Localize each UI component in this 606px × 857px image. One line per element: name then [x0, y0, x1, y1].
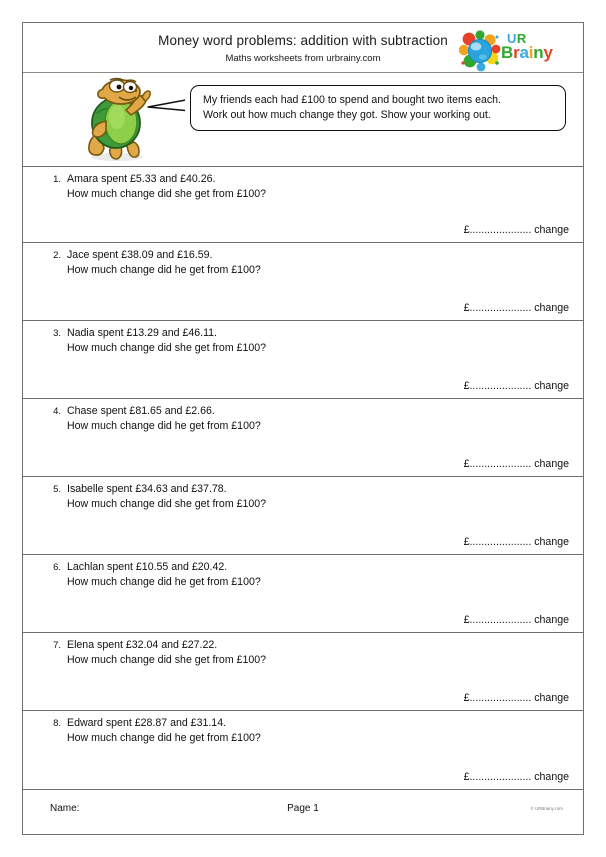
- question-line-2: How much change did he get from £100?: [67, 263, 261, 276]
- question-text: [67, 248, 487, 277]
- table-row: [23, 320, 583, 398]
- speech-bubble: [190, 85, 566, 131]
- question-line-2: How much change did she get from £100?: [67, 341, 267, 354]
- question-text: [67, 716, 487, 745]
- speech-line-2: Work out how much change they got. Show your working out.: [203, 109, 491, 121]
- question-line-2: How much change did she get from £100?: [67, 653, 267, 666]
- table-row: [23, 242, 583, 320]
- question-line-1: Amara spent £5.33 and £40.26.: [67, 173, 216, 185]
- question-line-2: How much change did she get from £100?: [67, 187, 267, 200]
- question-text: [67, 172, 487, 201]
- question-number: 4.: [53, 406, 61, 417]
- table-row: [23, 166, 583, 242]
- answer-line[interactable]: £..................... change: [463, 771, 569, 783]
- question-number: 3.: [53, 328, 61, 339]
- name-label[interactable]: Name:: [50, 803, 80, 814]
- question-line-2: How much change did he get from £100?: [67, 575, 261, 588]
- question-text: [67, 560, 487, 589]
- page-title: Money word problems: addition with subtraction: [158, 33, 448, 48]
- speech-bubble-text: [203, 93, 557, 123]
- question-line-2: How much change did she get from £100?: [67, 497, 267, 510]
- worksheet-header: [23, 23, 583, 72]
- urbrainy-logo-text: [501, 32, 567, 72]
- question-line-1: Jace spent £38.09 and £16.59.: [67, 249, 213, 261]
- question-line-1: Edward spent £28.87 and £31.14.: [67, 717, 227, 729]
- question-line-1: Chase spent £81.65 and £2.66.: [67, 405, 215, 417]
- logo-line-brainy: Brainy: [501, 43, 553, 62]
- page-number: Page 1: [287, 803, 319, 814]
- answer-line[interactable]: £..................... change: [463, 302, 569, 314]
- table-row: [23, 632, 583, 710]
- question-line-1: Isabelle spent £34.63 and £37.78.: [67, 483, 227, 495]
- question-text: [67, 404, 487, 433]
- question-number: 1.: [53, 174, 61, 185]
- table-row: [23, 398, 583, 476]
- answer-line[interactable]: £..................... change: [463, 692, 569, 704]
- answer-line[interactable]: £..................... change: [463, 614, 569, 626]
- speech-line-1: My friends each had £100 to spend and bought two items each.: [203, 94, 501, 106]
- logo-line-ur: UR: [507, 31, 527, 46]
- question-line-2: How much change did he get from £100?: [67, 731, 261, 744]
- intro-band: [23, 73, 583, 166]
- page-subtitle: Maths worksheets from urbrainy.com: [225, 53, 381, 64]
- question-text: [67, 482, 487, 511]
- speech-bubble-tail: [147, 97, 193, 115]
- question-text: [67, 326, 487, 355]
- question-number: 2.: [53, 250, 61, 261]
- question-number: 5.: [53, 484, 61, 495]
- urbrainy-logo[interactable]: [457, 27, 567, 73]
- question-line-2: How much change did he get from £100?: [67, 419, 261, 432]
- turtle-character: [73, 75, 165, 163]
- question-text: [67, 638, 487, 667]
- table-row: [23, 710, 583, 789]
- table-row: [23, 476, 583, 554]
- answer-line[interactable]: £..................... change: [463, 536, 569, 548]
- answer-line[interactable]: £..................... change: [463, 224, 569, 236]
- answer-line[interactable]: £..................... change: [463, 458, 569, 470]
- question-number: 7.: [53, 640, 61, 651]
- question-list: [23, 166, 583, 789]
- question-number: 6.: [53, 562, 61, 573]
- question-number: 8.: [53, 718, 61, 729]
- question-line-1: Nadia spent £13.29 and £46.11.: [67, 327, 218, 339]
- colorful-globe-icon: [459, 30, 501, 72]
- copyright-notice: © URBrainy.com: [530, 806, 563, 811]
- table-row: [23, 554, 583, 632]
- worksheet-footer: [23, 790, 583, 834]
- question-line-1: Lachlan spent £10.55 and £20.42.: [67, 561, 228, 573]
- answer-line[interactable]: £..................... change: [463, 380, 569, 392]
- question-line-1: Elena spent £32.04 and £27.22.: [67, 639, 218, 651]
